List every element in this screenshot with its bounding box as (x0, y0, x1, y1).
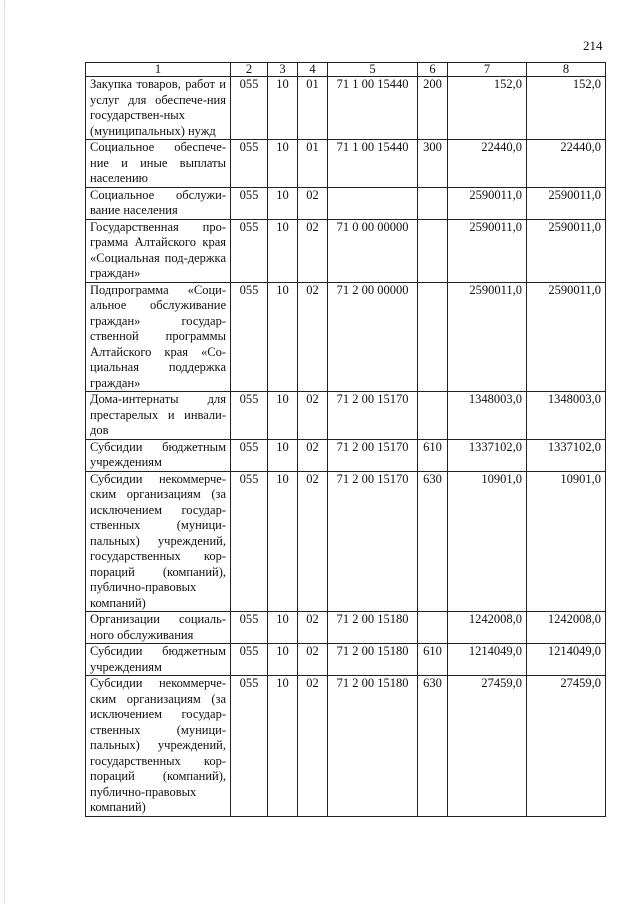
row-expense-type: 610 (418, 644, 448, 676)
row-target-article: 71 1 00 15440 (328, 140, 418, 188)
row-amount-2: 22440,0 (527, 140, 606, 188)
row-admin-code: 055 (231, 471, 268, 612)
table-row (86, 187, 606, 219)
budget-table (85, 62, 606, 817)
table-row (86, 676, 606, 817)
table-row (86, 644, 606, 676)
row-target-article: 71 0 00 00000 (328, 219, 418, 282)
row-admin-code: 055 (231, 77, 268, 140)
row-section: 10 (268, 439, 298, 471)
row-amount-2: 1214049,0 (527, 644, 606, 676)
table-row (86, 439, 606, 471)
row-name: Закупка товаров, работ и услуг для обеспече-ния государствен-ных (муниципальных) нужд (86, 77, 231, 140)
row-amount-1: 2590011,0 (448, 219, 527, 282)
row-admin-code: 055 (231, 439, 268, 471)
row-amount-1: 27459,0 (448, 676, 527, 817)
row-subsection: 02 (298, 392, 328, 440)
table-row (86, 77, 606, 140)
header-col-6: 6 (418, 63, 448, 77)
row-amount-1: 152,0 (448, 77, 527, 140)
row-name: Социальное обеспече-ние и иные выплаты населению (86, 140, 231, 188)
row-target-article: 71 2 00 15180 (328, 644, 418, 676)
row-amount-2: 2590011,0 (527, 282, 606, 392)
row-amount-2: 1242008,0 (527, 612, 606, 644)
row-admin-code: 055 (231, 282, 268, 392)
row-section: 10 (268, 471, 298, 612)
row-target-article: 71 2 00 15180 (328, 612, 418, 644)
row-admin-code: 055 (231, 612, 268, 644)
header-col-1: 1 (86, 63, 231, 77)
row-admin-code: 055 (231, 644, 268, 676)
table-row (86, 471, 606, 612)
row-amount-1: 1337102,0 (448, 439, 527, 471)
table-row (86, 392, 606, 440)
row-subsection: 02 (298, 612, 328, 644)
row-amount-2: 10901,0 (527, 471, 606, 612)
row-amount-2: 27459,0 (527, 676, 606, 817)
row-target-article: 71 2 00 15170 (328, 471, 418, 612)
row-admin-code: 055 (231, 187, 268, 219)
row-amount-1: 22440,0 (448, 140, 527, 188)
row-expense-type (418, 282, 448, 392)
row-admin-code: 055 (231, 219, 268, 282)
row-section: 10 (268, 140, 298, 188)
row-section: 10 (268, 77, 298, 140)
row-subsection: 02 (298, 676, 328, 817)
row-subsection: 02 (298, 187, 328, 219)
row-section: 10 (268, 392, 298, 440)
row-amount-1: 10901,0 (448, 471, 527, 612)
row-target-article: 71 2 00 15170 (328, 392, 418, 440)
row-target-article: 71 2 00 15170 (328, 439, 418, 471)
row-section: 10 (268, 612, 298, 644)
table-header-row (86, 63, 606, 77)
row-expense-type: 200 (418, 77, 448, 140)
row-section: 10 (268, 219, 298, 282)
row-subsection: 02 (298, 471, 328, 612)
row-expense-type: 610 (418, 439, 448, 471)
row-amount-1: 2590011,0 (448, 187, 527, 219)
row-amount-2: 2590011,0 (527, 219, 606, 282)
row-name: Субсидии бюджетным учреждениям (86, 644, 231, 676)
row-name: Подпрограмма «Соци-альное обслуживание граждан» государ-ственной программы Алтайского края «Со-циальная поддержка граждан» (86, 282, 231, 392)
row-amount-1: 1242008,0 (448, 612, 527, 644)
row-subsection: 02 (298, 439, 328, 471)
scan-edge-marks (4, 0, 6, 904)
row-expense-type (418, 187, 448, 219)
row-target-article: 71 2 00 15180 (328, 676, 418, 817)
row-subsection: 02 (298, 644, 328, 676)
row-admin-code: 055 (231, 140, 268, 188)
row-target-article: 71 1 00 15440 (328, 77, 418, 140)
header-col-2: 2 (231, 63, 268, 77)
row-section: 10 (268, 282, 298, 392)
page-number: 214 (583, 38, 603, 53)
row-subsection: 01 (298, 77, 328, 140)
row-amount-1: 1348003,0 (448, 392, 527, 440)
table-row (86, 219, 606, 282)
row-subsection: 02 (298, 282, 328, 392)
row-name: Социальное обслужи-вание населения (86, 187, 231, 219)
row-expense-type (418, 612, 448, 644)
table-row (86, 612, 606, 644)
table-row (86, 140, 606, 188)
row-target-article: 71 2 00 00000 (328, 282, 418, 392)
row-name: Дома-интернаты для престарелых и инвали-дов (86, 392, 231, 440)
row-name: Организации социаль-ного обслуживания (86, 612, 231, 644)
header-col-8: 8 (527, 63, 606, 77)
header-col-3: 3 (268, 63, 298, 77)
row-amount-2: 2590011,0 (527, 187, 606, 219)
header-col-5: 5 (328, 63, 418, 77)
row-amount-1: 2590011,0 (448, 282, 527, 392)
row-amount-2: 152,0 (527, 77, 606, 140)
row-amount-2: 1337102,0 (527, 439, 606, 471)
row-expense-type (418, 392, 448, 440)
table-row (86, 282, 606, 392)
row-name: Субсидии некоммерче-ским организациям (за исключением государ-ственных (муници-пальных) учреждений, государственных кор-пораций (компаний), публично-правовых компаний) (86, 471, 231, 612)
row-expense-type: 630 (418, 471, 448, 612)
row-expense-type: 630 (418, 676, 448, 817)
row-target-article (328, 187, 418, 219)
row-amount-1: 1214049,0 (448, 644, 527, 676)
row-subsection: 01 (298, 140, 328, 188)
row-amount-2: 1348003,0 (527, 392, 606, 440)
row-admin-code: 055 (231, 676, 268, 817)
row-name: Субсидии некоммерче-ским организациям (за исключением государ-ственных (муници-пальных) учреждений, государственных кор-пораций (компаний), публично-правовых компаний) (86, 676, 231, 817)
row-admin-code: 055 (231, 392, 268, 440)
row-name: Субсидии бюджетным учреждениям (86, 439, 231, 471)
row-section: 10 (268, 187, 298, 219)
row-expense-type: 300 (418, 140, 448, 188)
row-name: Государственная про-грамма Алтайского края «Социальная под-держка граждан» (86, 219, 231, 282)
row-section: 10 (268, 644, 298, 676)
header-col-7: 7 (448, 63, 527, 77)
row-subsection: 02 (298, 219, 328, 282)
header-col-4: 4 (298, 63, 328, 77)
row-section: 10 (268, 676, 298, 817)
row-expense-type (418, 219, 448, 282)
